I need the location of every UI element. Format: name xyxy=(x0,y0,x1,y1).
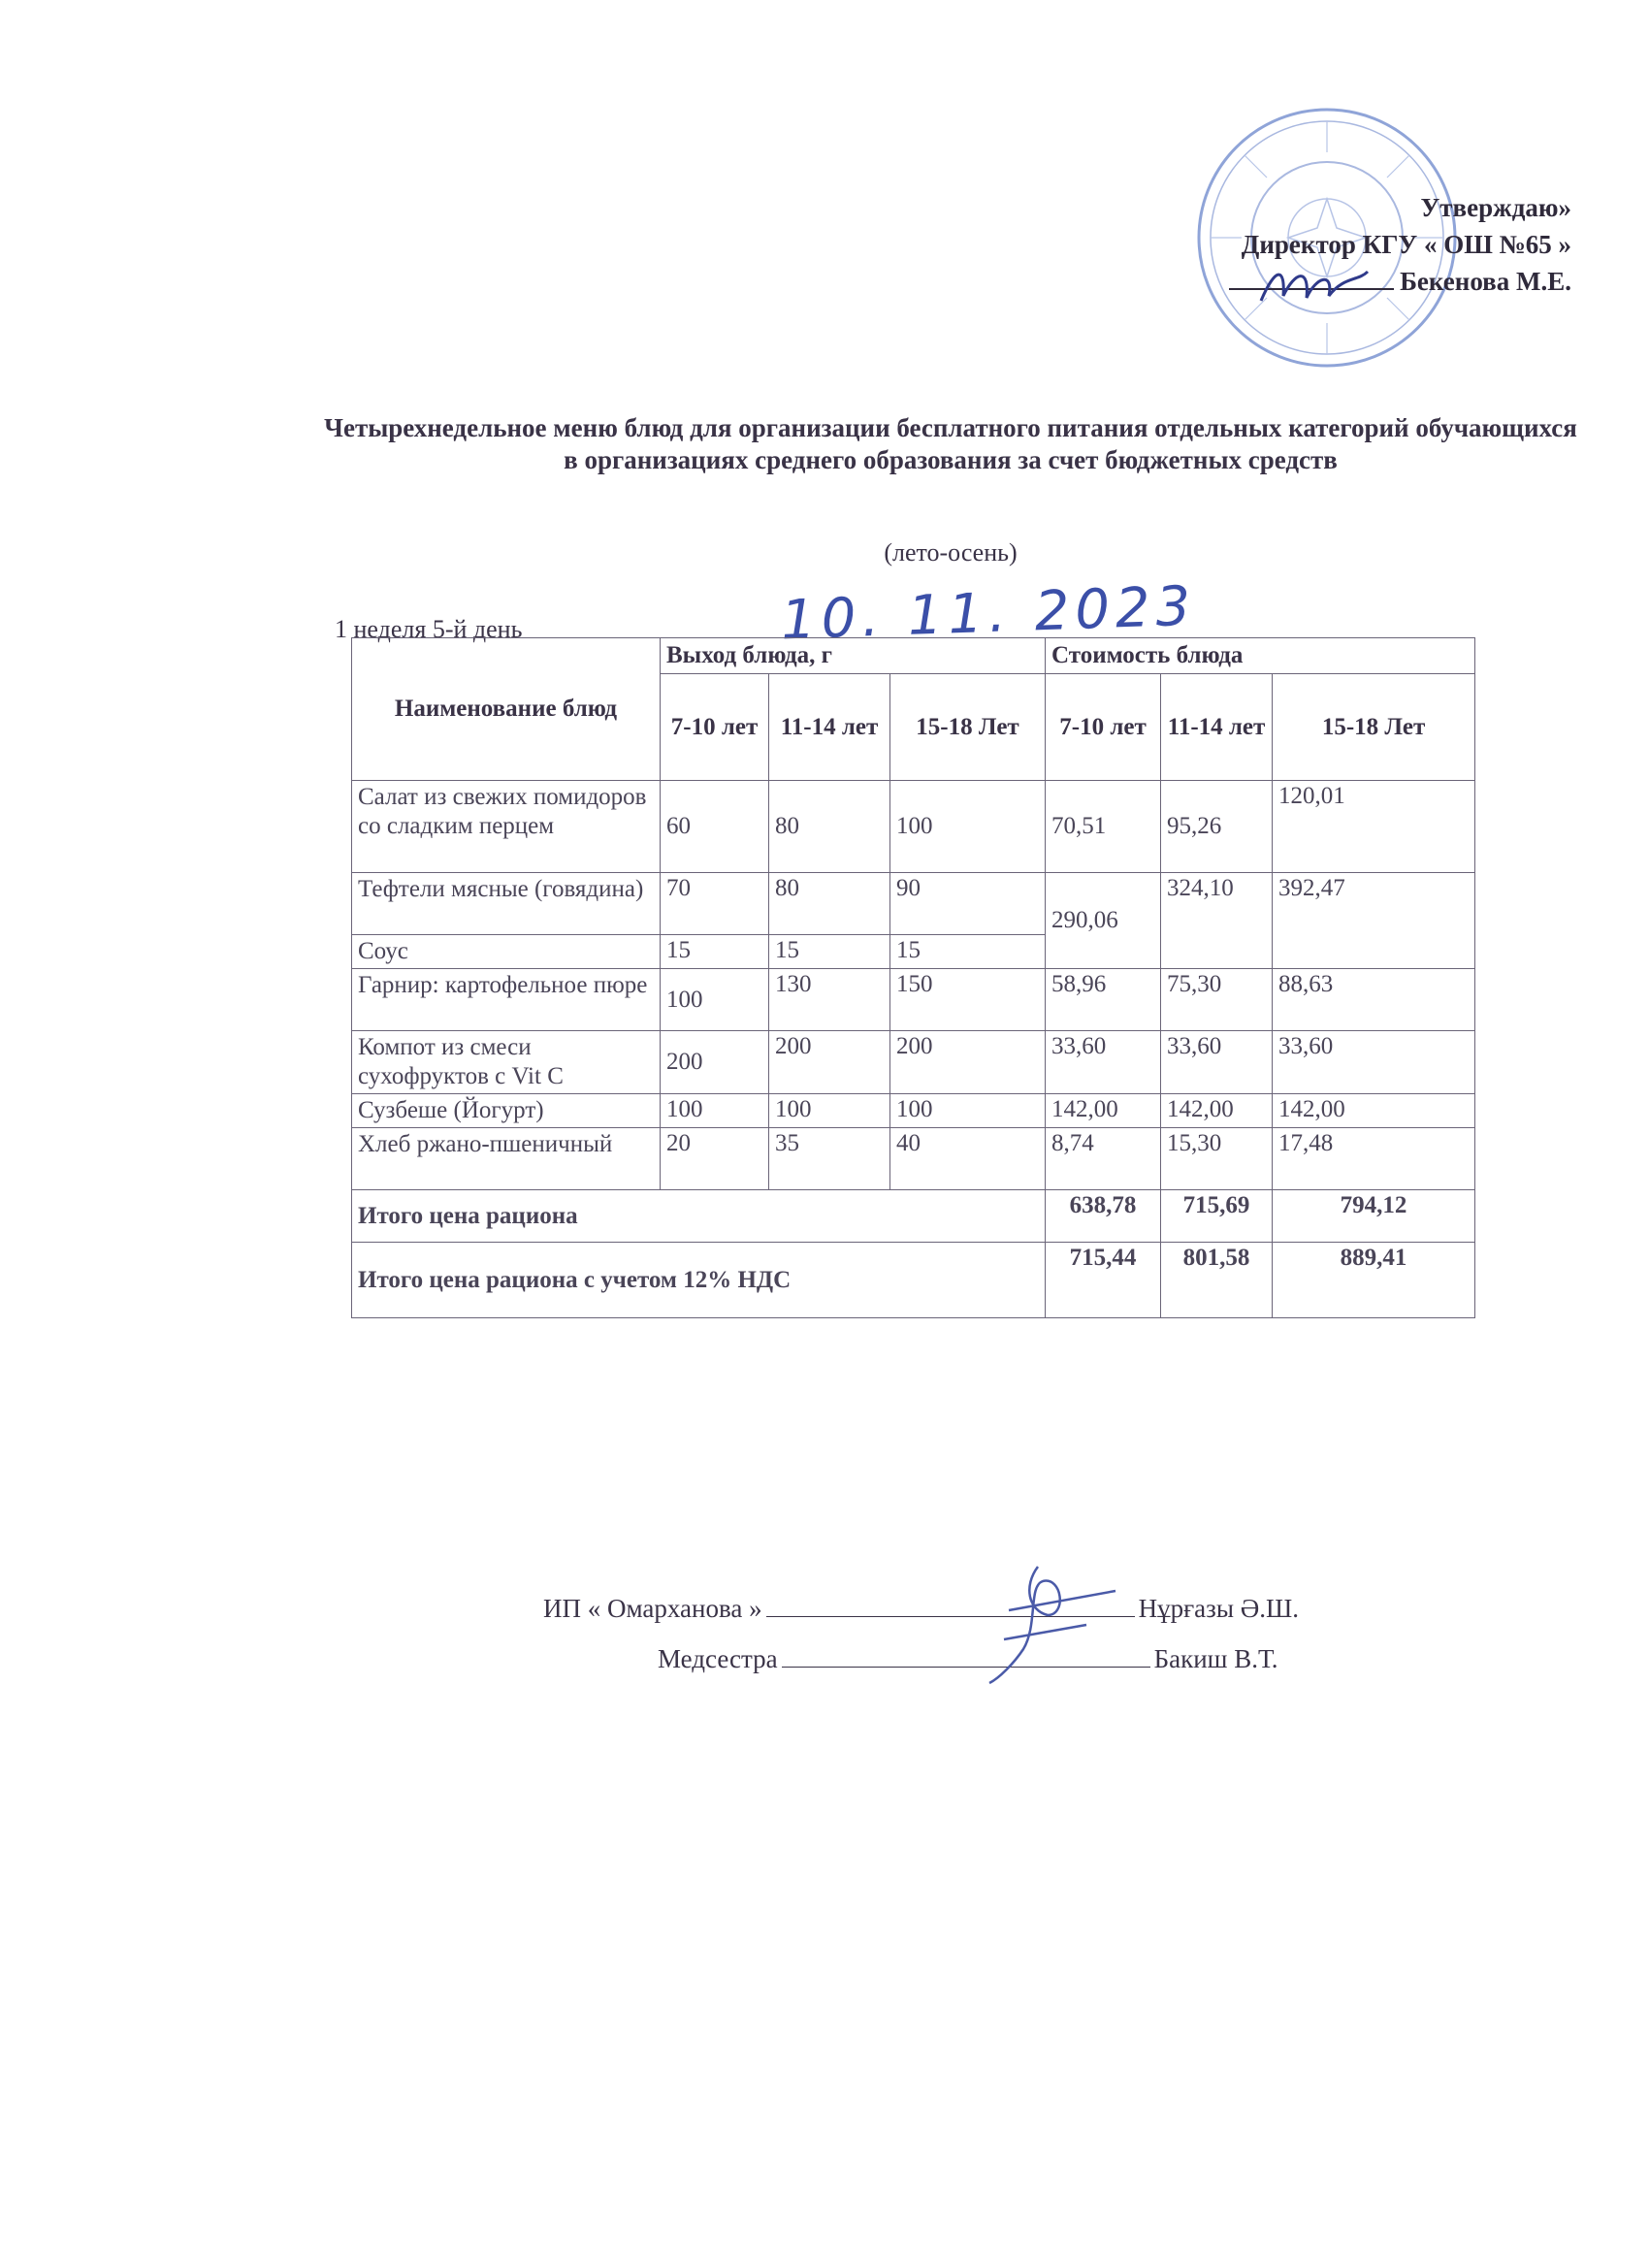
total-vat-cost-7-10: 715,44 xyxy=(1046,1243,1161,1318)
yield-15-18: 40 xyxy=(890,1128,1046,1190)
dish-name: Компот из смеси сухофруктов с Vit C xyxy=(352,1031,661,1094)
header-cost-age-15-18: 15-18 Лет xyxy=(1273,674,1475,781)
cost-15-18: 120,01 xyxy=(1273,781,1475,873)
total-cost-7-10: 638,78 xyxy=(1046,1190,1161,1243)
approval-heading: Утверждаю» xyxy=(1420,193,1571,222)
cost-15-18: 88,63 xyxy=(1273,969,1475,1031)
cost-11-14: 324,10 xyxy=(1161,873,1273,969)
dish-name: Соус xyxy=(352,935,661,969)
cost-7-10: 8,74 xyxy=(1046,1128,1161,1190)
dish-name: Сузбеше (Йогурт) xyxy=(352,1094,661,1128)
total-vat-cost-11-14: 801,58 xyxy=(1161,1243,1273,1318)
ip-label: ИП « Омарханова » xyxy=(543,1594,762,1623)
ip-signature xyxy=(970,1557,1125,1688)
handwritten-date: 10. 11. 2023 xyxy=(779,574,1198,653)
yield-11-14: 80 xyxy=(769,781,890,873)
document-title: Четырехнедельное меню блюд для организации бесплатного питания отдельных категорий обучающихся в организациях среднего образования за счет бюджетных средств xyxy=(324,413,1577,474)
cost-11-14: 95,26 xyxy=(1161,781,1273,873)
yield-15-18: 100 xyxy=(890,1094,1046,1128)
header-yield-age-7-10: 7-10 лет xyxy=(661,674,769,781)
yield-7-10: 100 xyxy=(661,1094,769,1128)
total-row xyxy=(352,1190,1475,1243)
yield-15-18: 100 xyxy=(890,781,1046,873)
cost-15-18: 33,60 xyxy=(1273,1031,1475,1094)
total-vat-cost-15-18: 889,41 xyxy=(1273,1243,1475,1318)
cost-7-10: 290,06 xyxy=(1046,873,1161,969)
nurse-label: Медсестра xyxy=(658,1644,778,1673)
yield-7-10: 20 xyxy=(661,1128,769,1190)
dish-name: Хлеб ржано-пшеничный xyxy=(352,1128,661,1190)
cost-7-10: 58,96 xyxy=(1046,969,1161,1031)
dish-name: Гарнир: картофельное пюре xyxy=(352,969,661,1031)
total-cost-11-14: 715,69 xyxy=(1161,1190,1273,1243)
table-row xyxy=(352,1031,1475,1094)
cost-11-14: 142,00 xyxy=(1161,1094,1273,1128)
table-row xyxy=(352,1128,1475,1190)
yield-15-18: 200 xyxy=(890,1031,1046,1094)
cost-11-14: 75,30 xyxy=(1161,969,1273,1031)
yield-15-18: 150 xyxy=(890,969,1046,1031)
yield-7-10: 100 xyxy=(661,969,769,1031)
cost-15-18: 142,00 xyxy=(1273,1094,1475,1128)
header-yield-age-11-14: 11-14 лет xyxy=(769,674,890,781)
document-subtitle: (лето-осень) xyxy=(884,538,1018,567)
yield-7-10: 70 xyxy=(661,873,769,935)
menu-table xyxy=(351,637,1475,1318)
director-signature xyxy=(1256,257,1373,315)
header-yield-age-15-18: 15-18 Лет xyxy=(890,674,1046,781)
header-dish-name: Наименование блюд xyxy=(352,638,661,781)
director-name: Бекенова М.Е. xyxy=(1400,267,1571,296)
yield-15-18: 90 xyxy=(890,873,1046,935)
total-label: Итого цена рациона xyxy=(352,1190,1046,1243)
yield-11-14: 15 xyxy=(769,935,890,969)
header-cost-age-11-14: 11-14 лет xyxy=(1161,674,1273,781)
yield-7-10: 15 xyxy=(661,935,769,969)
signatures-block xyxy=(543,1583,1299,1684)
nurse-signature-row xyxy=(543,1634,1299,1684)
table-row xyxy=(352,1094,1475,1128)
header-cost-age-7-10: 7-10 лет xyxy=(1046,674,1161,781)
yield-15-18: 15 xyxy=(890,935,1046,969)
week-day-label: 1 неделя 5-й день xyxy=(335,615,523,643)
yield-7-10: 60 xyxy=(661,781,769,873)
table-row xyxy=(352,969,1475,1031)
cost-11-14: 15,30 xyxy=(1161,1128,1273,1190)
header-yield: Выход блюда, г xyxy=(661,638,1046,674)
cost-11-14: 33,60 xyxy=(1161,1031,1273,1094)
yield-11-14: 100 xyxy=(769,1094,890,1128)
cost-7-10: 142,00 xyxy=(1046,1094,1161,1128)
yield-11-14: 35 xyxy=(769,1128,890,1190)
cost-7-10: 70,51 xyxy=(1046,781,1161,873)
cost-15-18: 392,47 xyxy=(1273,873,1475,969)
yield-11-14: 200 xyxy=(769,1031,890,1094)
dish-name: Салат из свежих помидоров со сладким перцем xyxy=(352,781,661,873)
table-row xyxy=(352,781,1475,873)
header-cost: Стоимость блюда xyxy=(1046,638,1475,674)
total-vat-label: Итого цена рациона с учетом 12% НДС xyxy=(352,1243,1046,1318)
total-vat-row xyxy=(352,1243,1475,1318)
ip-signature-row xyxy=(543,1583,1299,1634)
nurse-name: Бакиш В.Т. xyxy=(1153,1644,1278,1673)
yield-7-10: 200 xyxy=(661,1031,769,1094)
ip-name: Нұрғазы Ә.Ш. xyxy=(1138,1594,1299,1623)
director-title: Директор КГУ « ОШ №65 » xyxy=(1241,230,1571,259)
total-cost-15-18: 794,12 xyxy=(1273,1190,1475,1243)
cost-7-10: 33,60 xyxy=(1046,1031,1161,1094)
yield-11-14: 130 xyxy=(769,969,890,1031)
dish-name: Тефтели мясные (говядина) xyxy=(352,873,661,935)
table-row xyxy=(352,873,1475,935)
yield-11-14: 80 xyxy=(769,873,890,935)
cost-15-18: 17,48 xyxy=(1273,1128,1475,1190)
